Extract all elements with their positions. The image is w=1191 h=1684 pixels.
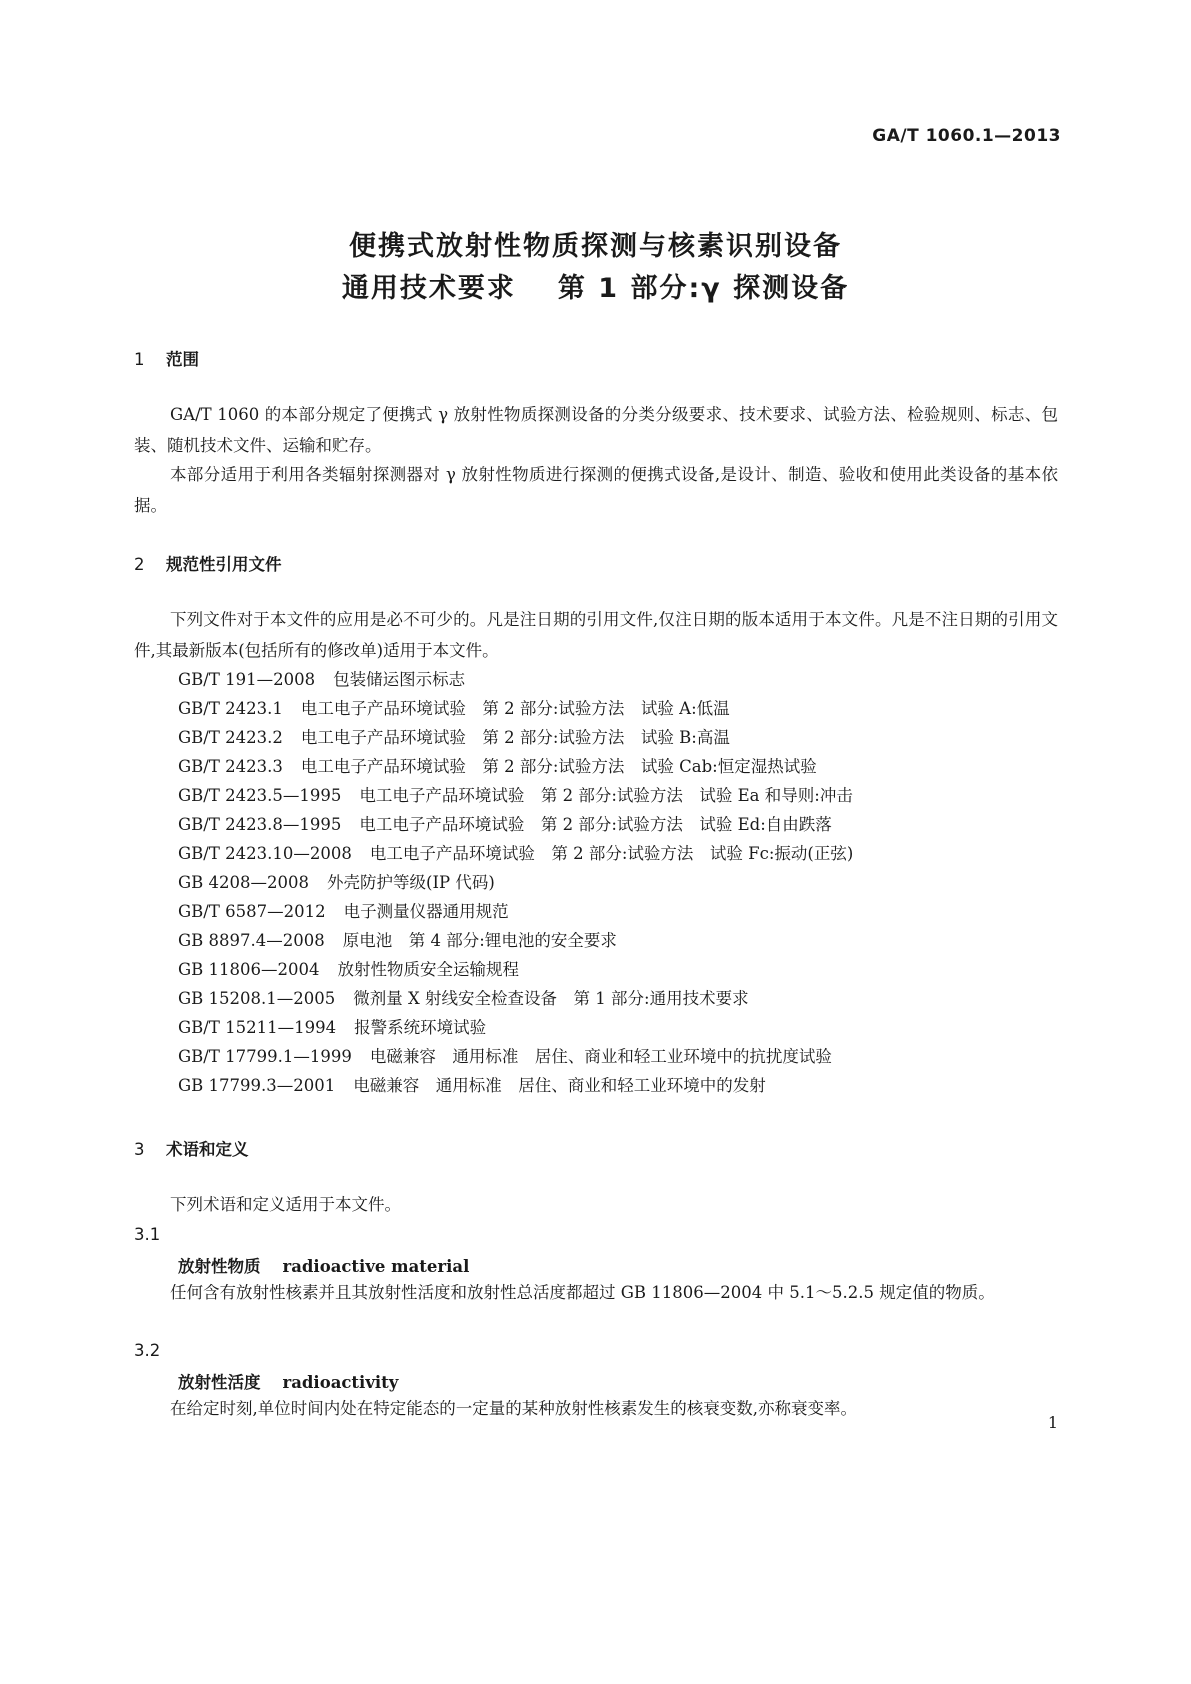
- reference-code: GB/T 2423.3: [178, 757, 283, 776]
- section-3-intro: 下列术语和定义适用于本文件。: [170, 1195, 401, 1214]
- title-line-2: [0, 268, 1191, 310]
- reference-item: [178, 1070, 766, 1101]
- reference-item: [178, 983, 749, 1014]
- reference-item: [178, 664, 465, 695]
- title-line-1: 便携式放射性物质探测与核素识别设备: [349, 231, 842, 262]
- reference-title: 放射性物质安全运输规程: [337, 960, 520, 979]
- reference-title: 外壳防护等级(IP 代码): [327, 873, 495, 892]
- reference-title: 电工电子产品环境试验 第 2 部分:试验方法 试验 Ea 和导则:冲击: [359, 786, 853, 805]
- reference-title: 电工电子产品环境试验 第 2 部分:试验方法 试验 Fc:振动(正弦): [369, 844, 854, 863]
- reference-code: GB/T 15211—1994: [178, 1018, 337, 1037]
- reference-title: 微剂量 X 射线安全检查设备 第 1 部分:通用技术要求: [353, 989, 749, 1008]
- reference-item: [178, 867, 495, 898]
- term-name: [178, 1253, 469, 1277]
- section-3-heading: [134, 1136, 249, 1160]
- reference-code: GB/T 17799.1—1999: [178, 1047, 352, 1066]
- reference-code: GB 4208—2008: [178, 873, 310, 892]
- reference-code: GB/T 2423.2: [178, 728, 283, 747]
- standard-code: GA/T 1060.1—2013: [872, 126, 1061, 146]
- reference-item: [178, 1012, 486, 1043]
- term-definition: 任何含有放射性核素并且其放射性活度和放射性总活度都超过 GB 11806—2004 中 5.1～5.2.5 规定值的物质。: [170, 1283, 995, 1302]
- term-number: 3.1: [134, 1225, 161, 1244]
- reference-title: 电子测量仪器通用规范: [343, 902, 509, 921]
- section-title: 术语和定义: [166, 1140, 249, 1159]
- reference-title: 电工电子产品环境试验 第 2 部分:试验方法 试验 A:低温: [300, 699, 730, 718]
- section-2-heading: [134, 551, 282, 575]
- term-name-zh: 放射性物质: [178, 1257, 261, 1276]
- reference-title: 电工电子产品环境试验 第 2 部分:试验方法 试验 Ed:自由跌落: [359, 815, 832, 834]
- reference-code: GB/T 2423.1: [178, 699, 283, 718]
- term-name-en: radioactivity: [282, 1373, 399, 1392]
- title-line-2-part-a: 通用技术要求: [341, 273, 516, 304]
- reference-item: [178, 1041, 832, 1072]
- reference-code: GB/T 191—2008: [178, 670, 316, 689]
- reference-code: GB 8897.4—2008: [178, 931, 325, 950]
- term-name: [178, 1369, 398, 1393]
- section-2-intro: 下列文件对于本文件的应用是必不可少的。凡是注日期的引用文件,仅注日期的版本适用于本文件。凡是不注日期的引用文件,其最新版本(包括所有的修改单)适用于本文件。: [134, 610, 1058, 660]
- reference-title: 原电池 第 4 部分:锂电池的安全要求: [342, 931, 617, 950]
- reference-title: 包装储运图示标志: [333, 670, 466, 689]
- reference-code: GB/T 2423.10—2008: [178, 844, 352, 863]
- reference-code: GB 17799.3—2001: [178, 1076, 336, 1095]
- reference-item: [178, 954, 519, 985]
- title-line-2-part-b: 第 1 部分:γ 探测设备: [557, 273, 850, 304]
- term-name-zh: 放射性活度: [178, 1373, 261, 1392]
- reference-title: 报警系统环境试验: [354, 1018, 487, 1037]
- reference-code: GB/T 6587—2012: [178, 902, 326, 921]
- reference-item: [178, 722, 730, 753]
- section-1-paragraph-1: GA/T 1060 的本部分规定了便携式 γ 放射性物质探测设备的分类分级要求、技术要求、试验方法、检验规则、标志、包装、随机技术文件、运输和贮存。: [134, 405, 1058, 455]
- reference-item: [178, 780, 853, 811]
- reference-item: [178, 925, 617, 956]
- page-number: 1: [1047, 1413, 1058, 1432]
- reference-item: [178, 751, 817, 782]
- term-name-en: radioactive material: [282, 1257, 470, 1276]
- reference-title: 电工电子产品环境试验 第 2 部分:试验方法 试验 B:高温: [300, 728, 730, 747]
- section-number: 3: [134, 1140, 145, 1159]
- section-1-paragraph-2: 本部分适用于利用各类辐射探测器对 γ 放射性物质进行探测的便携式设备,是设计、制造、验收和使用此类设备的基本依据。: [134, 465, 1058, 515]
- reference-item: [178, 896, 509, 927]
- reference-code: GB 11806—2004: [178, 960, 320, 979]
- reference-item: [178, 809, 832, 840]
- reference-title: 电磁兼容 通用标准 居住、商业和轻工业环境中的抗扰度试验: [369, 1047, 832, 1066]
- reference-item: [178, 693, 730, 724]
- reference-code: GB/T 2423.5—1995: [178, 786, 342, 805]
- reference-item: [178, 838, 853, 869]
- reference-code: GB/T 2423.8—1995: [178, 815, 342, 834]
- section-number: 1: [134, 350, 145, 369]
- reference-title: 电磁兼容 通用标准 居住、商业和轻工业环境中的发射: [353, 1076, 766, 1095]
- section-number: 2: [134, 555, 145, 574]
- term-number: 3.2: [134, 1341, 161, 1360]
- reference-code: GB 15208.1—2005: [178, 989, 336, 1008]
- section-1-heading: [134, 346, 199, 370]
- section-title: 范围: [166, 350, 199, 369]
- document-title: [0, 226, 1191, 310]
- reference-title: 电工电子产品环境试验 第 2 部分:试验方法 试验 Cab:恒定湿热试验: [300, 757, 817, 776]
- section-title: 规范性引用文件: [166, 555, 282, 574]
- term-definition: 在给定时刻,单位时间内处在特定能态的一定量的某种放射性核素发生的核衰变数,亦称衰变率。: [170, 1399, 857, 1418]
